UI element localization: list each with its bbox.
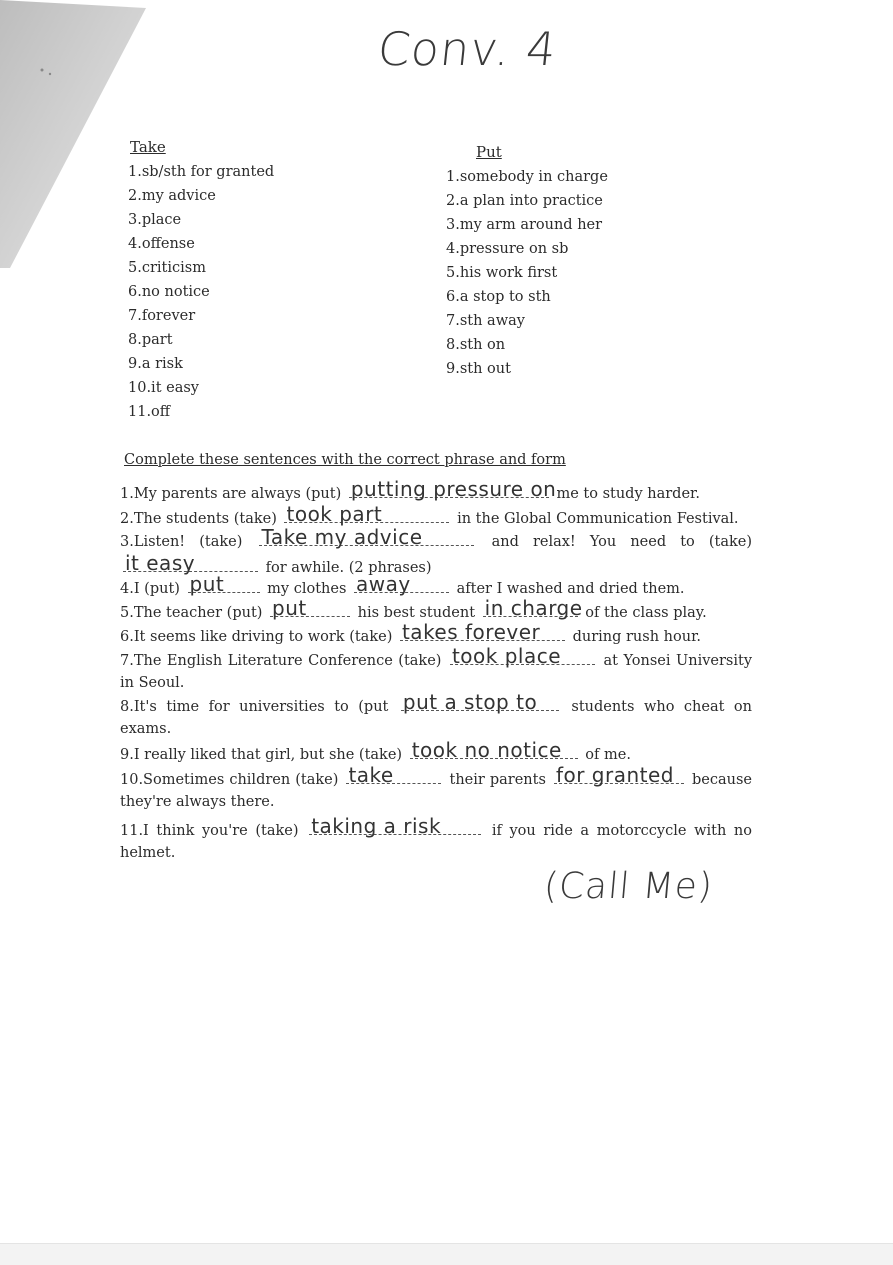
sentence-text: because they're always there. bbox=[120, 772, 752, 810]
take-item: 10.it easy bbox=[128, 380, 199, 396]
answer-blank bbox=[188, 572, 260, 596]
answer-blank bbox=[554, 763, 684, 787]
sentence-4 bbox=[120, 574, 752, 600]
sentence-text: and relax! You need to (take) bbox=[491, 534, 753, 550]
sentence-text: 1.My parents are always (put) bbox=[120, 486, 342, 502]
sentence-text: 9.I really liked that girl, but she (take) bbox=[120, 747, 403, 763]
handwritten-answer: away bbox=[356, 572, 411, 596]
sentence-6 bbox=[120, 622, 752, 648]
sentence-text: 5.The teacher (put) bbox=[120, 605, 263, 621]
put-item: 4.pressure on sb bbox=[446, 241, 569, 257]
sentence-11 bbox=[120, 816, 752, 864]
sentence-text: after I washed and dried them. bbox=[456, 581, 685, 597]
take-item: 8.part bbox=[128, 332, 173, 348]
answer-blank bbox=[284, 502, 449, 526]
sentence-text: in the Global Communication Festival. bbox=[457, 511, 739, 527]
answer-blank bbox=[123, 551, 258, 575]
take-item: 3.place bbox=[128, 212, 182, 228]
take-heading: Take bbox=[130, 138, 166, 156]
sentence-text: 10.Sometimes children (take) bbox=[120, 772, 339, 788]
handwritten-answer: take bbox=[348, 763, 394, 787]
put-item: 6.a stop to sth bbox=[446, 289, 551, 305]
sentence-text: 8.It's time for universities to (put bbox=[120, 699, 389, 715]
handwritten-answer: put a stop to bbox=[402, 690, 538, 714]
sentence-text: for awhile. (2 phrases) bbox=[265, 560, 432, 576]
sentence-7 bbox=[120, 646, 752, 694]
answer-blank bbox=[450, 644, 595, 668]
answer-blank bbox=[259, 525, 474, 549]
scan-bottom-edge bbox=[0, 1243, 893, 1265]
answer-blank bbox=[270, 596, 350, 620]
put-item: 5.his work first bbox=[446, 265, 558, 281]
sentence-text: 3.Listen! (take) bbox=[120, 534, 243, 550]
sentence-text: my clothes bbox=[267, 581, 347, 597]
handwritten-answer: put bbox=[272, 596, 307, 620]
take-item: 6.no notice bbox=[128, 284, 210, 300]
sentence-text: of me. bbox=[585, 747, 631, 763]
sentence-text: their parents bbox=[449, 772, 546, 788]
sentence-text: his best student bbox=[357, 605, 476, 621]
take-item: 11.off bbox=[128, 404, 171, 420]
take-item: 7.forever bbox=[128, 308, 196, 324]
sentence-text: 4.I (put) bbox=[120, 581, 180, 597]
take-item: 1.sb/sth for granted bbox=[128, 164, 275, 180]
sentence-text: 7.The English Literature Conference (take) bbox=[120, 653, 442, 669]
sentence-text: if you ride a motorccycle with no helmet. bbox=[120, 823, 752, 861]
handwritten-answer: in charge bbox=[484, 596, 583, 620]
put-item: 7.sth away bbox=[446, 313, 525, 329]
put-item: 3.my arm around her bbox=[446, 217, 603, 233]
sentence-text: of the class play. bbox=[585, 605, 707, 621]
answer-blank bbox=[401, 690, 559, 714]
answer-blank bbox=[309, 814, 481, 838]
handwritten-answer: Take my advice bbox=[261, 525, 423, 549]
sentence-text: students who cheat on exams. bbox=[120, 699, 753, 737]
sentence-text: 11.I think you're (take) bbox=[120, 823, 299, 839]
put-item: 9.sth out bbox=[446, 361, 511, 377]
sentence-text: at Yonsei University in Seoul. bbox=[120, 653, 753, 691]
take-item: 2.my advice bbox=[128, 188, 216, 204]
take-item: 9.a risk bbox=[128, 356, 183, 372]
answer-blank bbox=[349, 477, 557, 501]
put-item: 2.a plan into practice bbox=[446, 193, 603, 209]
handwritten-answer: took part bbox=[286, 502, 383, 526]
sentence-8 bbox=[120, 692, 752, 740]
take-list bbox=[128, 160, 274, 424]
take-item: 4.offense bbox=[128, 236, 195, 252]
put-item: 8.sth on bbox=[446, 337, 506, 353]
put-heading: Put bbox=[476, 143, 502, 161]
sentence-text: me to study harder. bbox=[556, 486, 700, 502]
handwritten-answer: took place bbox=[451, 644, 562, 668]
sentence-10 bbox=[120, 765, 752, 813]
sentence-1 bbox=[120, 479, 752, 505]
handwritten-signature: (Call Me) bbox=[542, 866, 715, 907]
handwritten-answer: put bbox=[189, 572, 225, 596]
answer-blank bbox=[354, 572, 449, 596]
handwritten-answer: taking a risk bbox=[311, 814, 442, 838]
put-list bbox=[446, 165, 608, 381]
handwritten-title: Conv. 4 bbox=[375, 22, 560, 76]
sentence-text: 6.It seems like driving to work (take) bbox=[120, 629, 393, 645]
answer-blank bbox=[400, 620, 565, 644]
handwritten-answer: took no notice bbox=[411, 738, 562, 762]
put-item: 1.somebody in charge bbox=[446, 169, 608, 185]
sentence-text: 2.The students (take) bbox=[120, 511, 277, 527]
sentence-text: during rush hour. bbox=[572, 629, 702, 645]
answer-blank bbox=[410, 738, 578, 762]
handwritten-answer: takes forever bbox=[401, 620, 541, 644]
exercise-instruction: Complete these sentences with the correct phrase and form bbox=[124, 452, 566, 468]
answer-blank bbox=[483, 596, 583, 620]
handwritten-answer: it easy bbox=[125, 551, 196, 575]
handwritten-answer: for granted bbox=[555, 763, 675, 787]
handwritten-answer: putting pressure on bbox=[350, 477, 557, 501]
answer-blank bbox=[346, 763, 441, 787]
take-item: 5.criticism bbox=[128, 260, 206, 276]
